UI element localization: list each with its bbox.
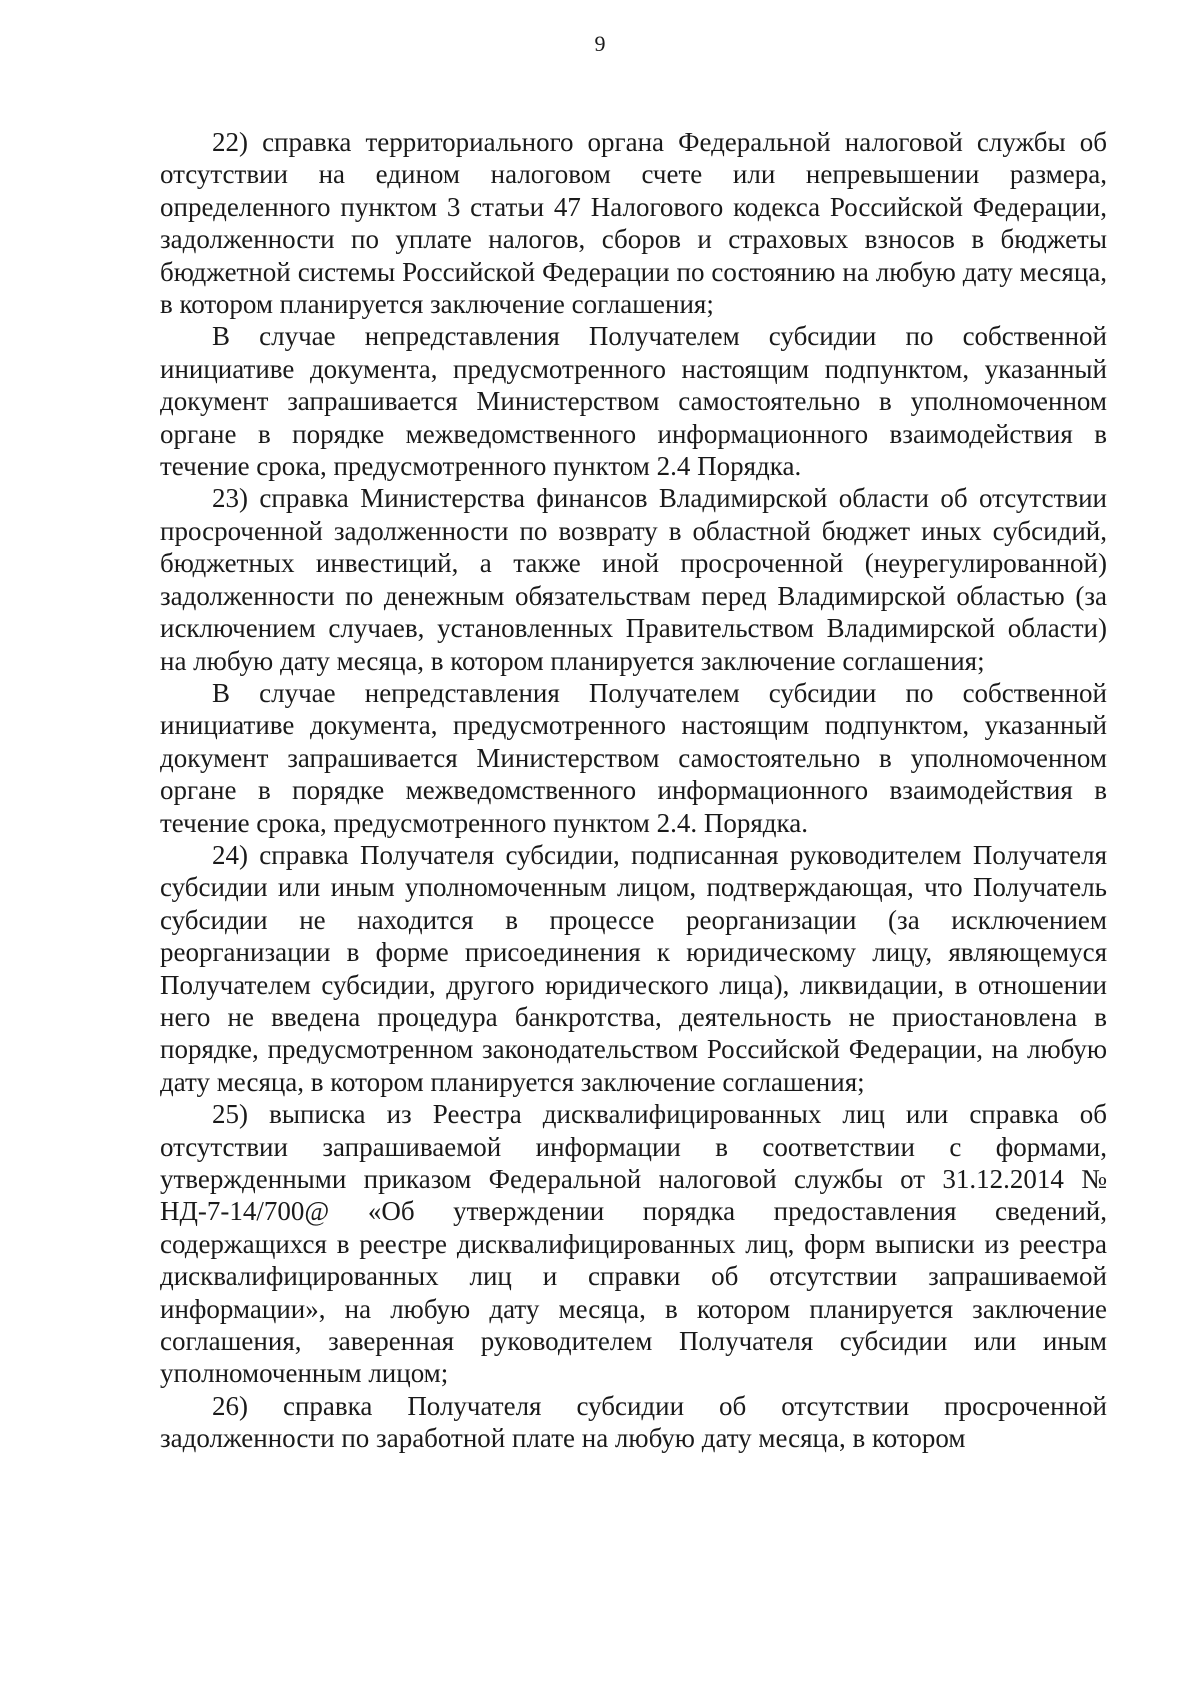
- document-body: [160, 126, 1107, 1455]
- paragraph-item-24: 24) справка Получателя субсидии, подписанная руководителем Получателя субсидии или иным уполномоченным лицом, подтверждающая, что Получатель субсидии не находится в процессе реорганизации (за исключением реорганизации в форме присоединения к юридическому лицу, являющемуся Получателем субсидии, другого юридического лица), ликвидации, в отношении него не введена процедура банкротства, деятельность не приостановлена в порядке, предусмотренном законодательством Российской Федерации, на любую дату месяца, в котором планируется заключение соглашения;: [160, 839, 1107, 1097]
- paragraph-item-25: 25) выписка из Реестра дисквалифицированных лиц или справка об отсутствии запрашиваемой информации в соответствии с формами, утвержденными приказом Федеральной налоговой службы от 31.12.2014 № НД-7-14/700@ «Об утверждении порядка предоставления сведений, содержащихся в реестре дисквалифицированных лиц, форм выписки из реестра дисквалифицированных лиц и справки об отсутствии запрашиваемой информации», на любую дату месяца, в котором планируется заключение соглашения, заверенная руководителем Получателя субсидии или иным уполномоченным лицом;: [160, 1099, 1107, 1389]
- paragraph-item-23: 23) справка Министерства финансов Владимирской области об отсутствии просроченной задолженности по возврату в областной бюджет иных субсидий, бюджетных инвестиций, а также иной просроченной (неурегулированной) задолженности по денежным обязательствам перед Владимирской областью (за исключением случаев, установленных Правительством Владимирской области) на любую дату месяца, в котором планируется заключение соглашения;: [160, 483, 1107, 676]
- paragraph-item-22: 22) справка территориального органа Федеральной налоговой службы об отсутствии на едином налоговом счете или непревышении размера, определенного пунктом 3 статьи 47 Налогового кодекса Российской Федерации, задолженности по уплате налогов, сборов и страховых взносов в бюджеты бюджетной системы Российской Федерации по состоянию на любую дату месяца, в котором планируется заключение соглашения;: [160, 127, 1107, 320]
- page-number: 9: [594, 31, 606, 56]
- paragraph-item-23-note: В случае непредставления Получателем субсидии по собственной инициативе документа, предусмотренного настоящим подпунктом, указанный документ запрашивается Министерством самостоятельно в уполномоченном органе в порядке межведомственного информационного взаимодействия в течение срока, предусмотренного пунктом 2.4. Порядка.: [160, 677, 1107, 838]
- paragraph-item-22-note: В случае непредставления Получателем субсидии по собственной инициативе документа, предусмотренного настоящим подпунктом, указанный документ запрашивается Министерством самостоятельно в уполномоченном органе в порядке межведомственного информационного взаимодействия в течение срока, предусмотренного пунктом 2.4 Порядка.: [160, 321, 1107, 482]
- paragraph-item-26: 26) справка Получателя субсидии об отсутствии просроченной задолженности по заработной плате на любую дату месяца, в котором: [160, 1390, 1107, 1454]
